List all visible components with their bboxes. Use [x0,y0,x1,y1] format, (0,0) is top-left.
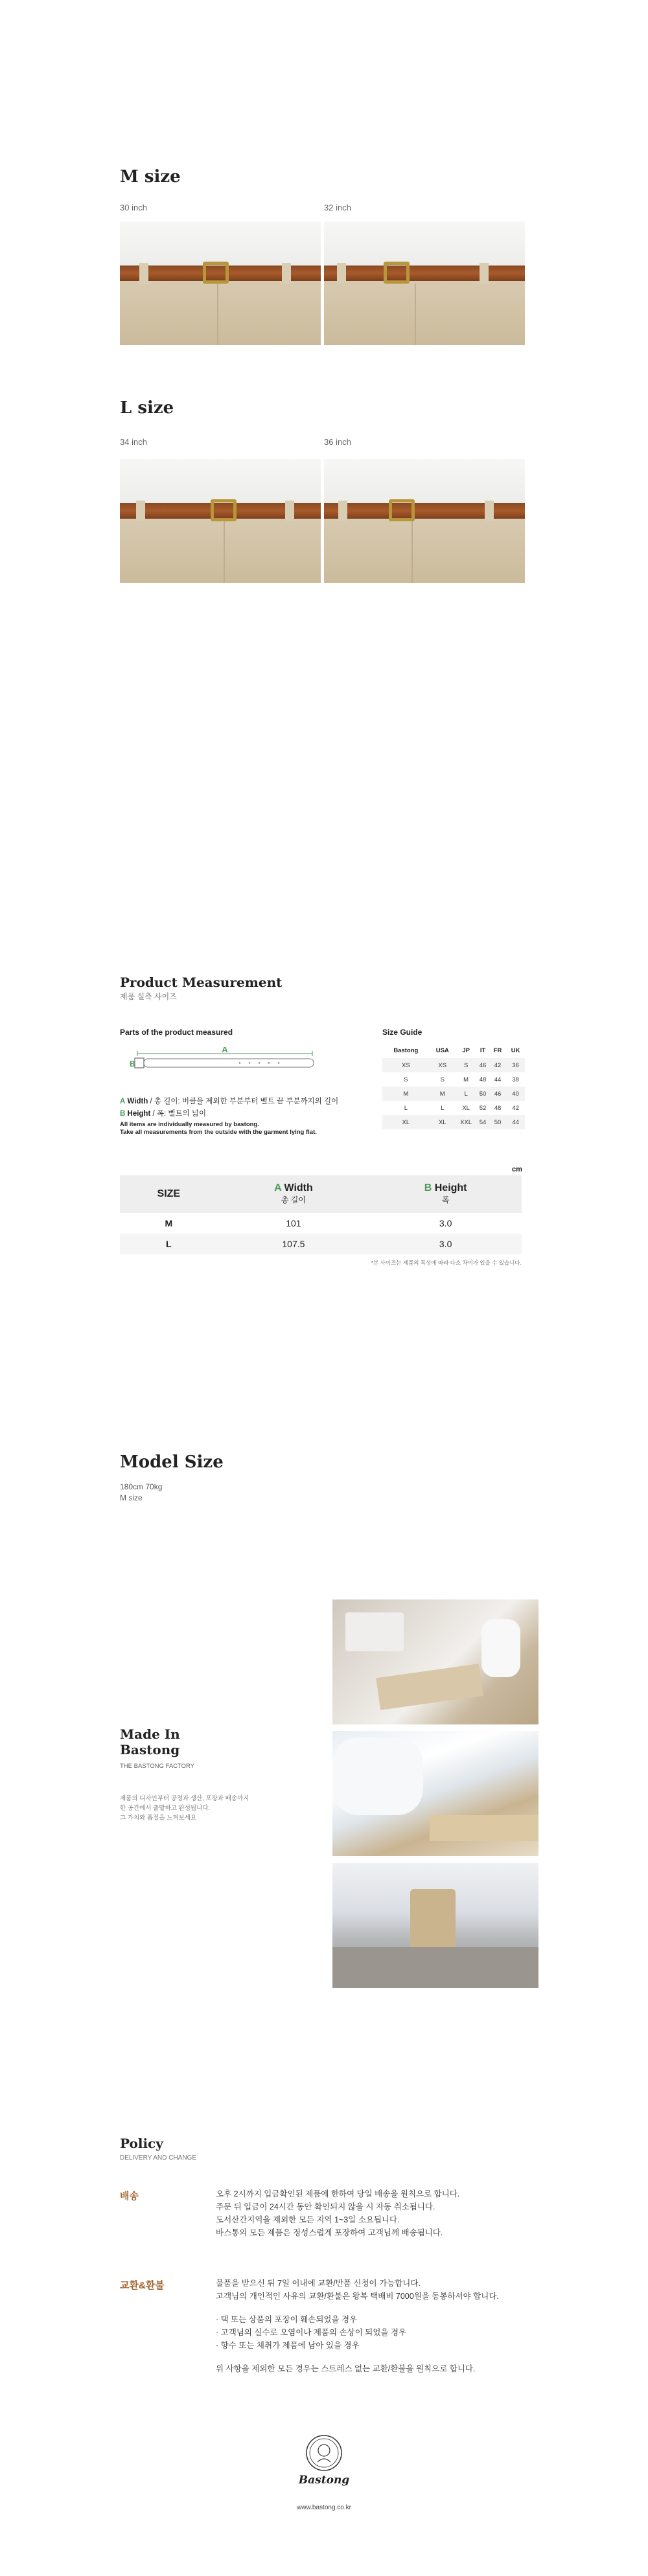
table-row: M M L 50 46 40 [382,1087,525,1101]
measurement-title: Product Measurement [120,975,283,990]
photo-caption: 34 inch [120,437,147,447]
photo-caption: 32 inch [324,203,351,212]
measurement-notes: All items are individually measured by bastong. Take all measurements from the outside with the garment lying flat. [120,1121,317,1136]
made-in-subtitle: THE BASTONG FACTORY [120,1763,195,1770]
product-measurement-table [120,1175,522,1254]
width-column-header: A Width 총 길이 [218,1175,370,1213]
table-row: M 101 3.0 [165,1218,452,1228]
height-description: B Height / 폭: 벨트의 넓이 [120,1110,207,1118]
measurement-subtitle: 제품 실측 사이즈 [120,992,177,1001]
model-size: M size [120,1493,143,1502]
belt-photo-30-inch [120,221,321,345]
diagram-label-a: A [222,1047,228,1054]
exchange-heading: 교환&환불 [120,2280,165,2291]
unit-label: cm [512,1166,522,1173]
delivery-heading: 배송 [120,2191,139,2202]
footer-logo-text: Bastong [298,2474,350,2487]
model-size-title: Model Size [120,1452,224,1472]
table-row: L 107.5 3.0 [120,1234,522,1254]
table-row: XS XS S 46 42 36 [382,1058,525,1072]
delivery-text: 오후 2시까지 입금확인된 제품에 한하여 당일 배송을 원칙으로 합니다. 주문 뒤 입금이 24시간 동안 확인되지 않을 시 자동 취소됩니다. 도서산간지역을 제외한 모든 지역 1~3일 소요됩니다. 바스통의 모든 제품은 정성스럽게 포장하여 고객님께 배송됩니다. [216,2189,460,2237]
table-header-row [120,1175,522,1213]
factory-photo-jacket [332,1863,538,1988]
policy-title: Policy [120,2136,163,2151]
size-guide-heading: Size Guide [382,1028,422,1037]
width-description: A Width / 총 길이: 버클을 제외한 부분부터 벨트 끝 부분까지의 길이 [120,1098,339,1105]
policy-subtitle: DELIVERY AND CHANGE [120,2154,197,2162]
factory-photo-sewing [332,1599,538,1724]
bastong-logo-icon [305,2434,343,2472]
belt-diagram [130,1047,318,1073]
belt-photo-34-inch [120,459,321,583]
model-measurements: 180cm 70kg [120,1482,163,1491]
photo-caption: 36 inch [324,437,351,447]
table-row: S S M 48 44 38 [404,1076,519,1083]
parts-heading: Parts of the product measured [120,1028,233,1037]
size-guide-header-row: Bastong USA JP IT FR UK [393,1046,520,1054]
belt-photo-32-inch [324,221,525,345]
exchange-text: 물품을 받으신 뒤 7일 이내에 교환/반품 신청이 가능합니다. 고객님의 개인적인 사유의 교환/환불은 왕복 택배비 7000원을 동봉하셔야 합니다. · 택 또는 상품의 포장이 훼손되었을 경우 · 고객님의 실수로 오염이나 제품의 손상이 되었을 경우 · 향수 또는 체취가 제품에 남아 있을 경우 위 사항을 제외한 모든 경우는 스트레스 없는 교환/환불을 원칙으로 합니다. [216,2279,499,2373]
l-size-title: L size [120,398,174,418]
factory-photo-worker [332,1731,538,1856]
diagram-label-b: B [130,1059,135,1068]
m-size-title: M size [120,167,181,186]
belt-photo-36-inch [324,459,525,583]
made-in-title: Made In Bastong [120,1726,180,1757]
table-row: L L XL 52 48 42 [404,1104,519,1112]
size-column-header: SIZE [120,1175,218,1213]
size-guide-table [382,1043,525,1129]
table-row: XL XL XXL 54 50 44 [382,1115,525,1129]
height-column-header: B Height 폭 [369,1175,522,1213]
photo-caption: 30 inch [120,203,147,212]
footer-url-link[interactable]: www.bastong.co.kr [297,2504,351,2511]
size-footnote: *본 사이즈는 제품의 특성에 따라 다소 차이가 있을 수 있습니다. [371,1260,522,1266]
made-in-description: 제품의 디자인부터 공정과 생산, 포장과 배송까지 한 공간에서 출발하고 완성됩니다. 그 가치와 품질을 느껴보세요 [120,1795,249,1822]
